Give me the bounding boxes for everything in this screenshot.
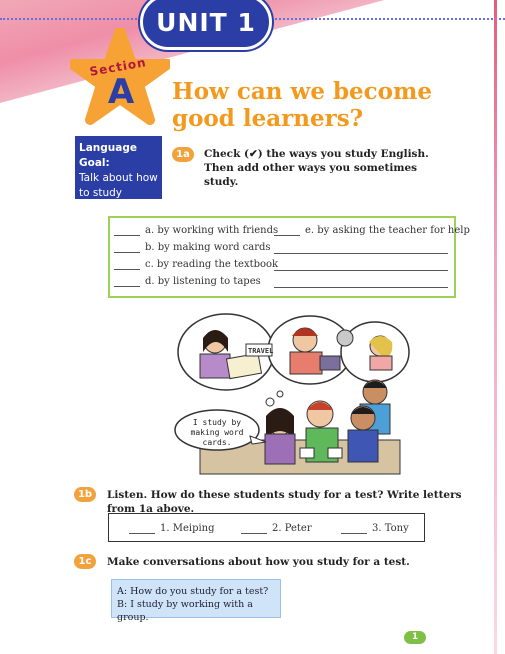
- conversation-box: [111, 579, 281, 623]
- answer-blank[interactable]: [114, 225, 140, 236]
- student-peter[interactable]: 2. Peter: [241, 523, 312, 534]
- section-letter: A: [107, 72, 135, 112]
- page-number: 1: [404, 631, 426, 644]
- language-goal-box: [75, 136, 162, 199]
- students-illustration: [170, 312, 420, 477]
- page-title: How can we become good learners?: [172, 78, 432, 132]
- answer-blank[interactable]: [114, 259, 140, 270]
- student-tony[interactable]: 3. Tony: [341, 523, 409, 534]
- dialogue-line-a: A: How do you study for a test?: [117, 586, 269, 597]
- unit-title: UNIT 1: [140, 0, 272, 50]
- answer-blank[interactable]: [241, 523, 267, 534]
- answer-blank[interactable]: [341, 523, 367, 534]
- write-in-line[interactable]: [274, 270, 448, 271]
- exercise-1b-badge: 1b: [74, 487, 96, 502]
- answer-blank[interactable]: [114, 242, 140, 253]
- option-a[interactable]: a. by working with friends: [114, 225, 278, 236]
- dialogue-line-b: B: I study by working with a group.: [117, 599, 253, 623]
- language-goal-label: Language Goal:: [79, 142, 137, 169]
- answer-blank[interactable]: [129, 523, 155, 534]
- write-in-line[interactable]: [274, 287, 448, 288]
- page-edge-stripe: [494, 0, 497, 654]
- exercise-1a-badge: 1a: [172, 147, 194, 162]
- exercise-1b-box: [108, 513, 425, 542]
- exercise-1b-instruction: Listen. How do these students study for a test? Write letters from 1a above.: [107, 489, 462, 515]
- option-c[interactable]: c. by reading the textbook: [114, 259, 278, 270]
- answer-blank[interactable]: [274, 225, 300, 236]
- exercise-1a-instruction: Check (✔) the ways you study English. Then add other ways you sometimes study.: [204, 148, 429, 188]
- student-meiping[interactable]: 1. Meiping: [129, 523, 215, 534]
- option-b[interactable]: b. by making word cards: [114, 242, 271, 253]
- section-label: Section: [88, 55, 148, 79]
- travel-sign: TRAVEL: [248, 347, 274, 355]
- option-e[interactable]: e. by asking the teacher for help: [274, 225, 470, 236]
- exercise-1c-instruction: Make conversations about how you study for a test.: [107, 556, 410, 568]
- language-goal-text: Talk about how to study: [79, 172, 158, 199]
- write-in-line[interactable]: [274, 253, 448, 254]
- answer-blank[interactable]: [114, 276, 140, 287]
- exercise-1c-badge: 1c: [74, 554, 96, 569]
- speech-bubble-text: I study by making word cards.: [190, 418, 244, 447]
- option-d[interactable]: d. by listening to tapes: [114, 276, 261, 287]
